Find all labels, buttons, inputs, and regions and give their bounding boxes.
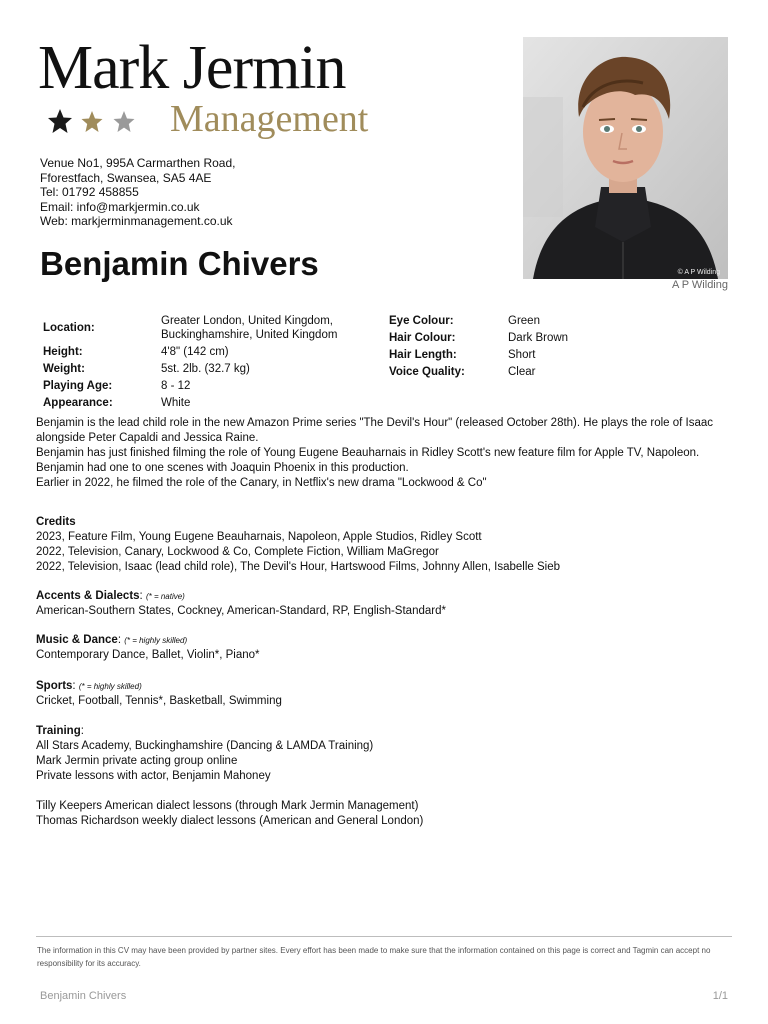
star-icon-grey — [114, 111, 135, 132]
training-heading: Training — [36, 725, 81, 737]
training-item: Private lessons with actor, Benjamin Mahoney — [36, 770, 271, 782]
logo-stars — [44, 106, 144, 138]
attr-label-weight: Weight: — [43, 363, 85, 375]
accents-section: Accents & Dialects: (* = native) American-Southern States, Cockney, American-Standard, RP, English-Standard* — [36, 590, 446, 617]
actor-name: Benjamin Chivers — [40, 245, 319, 282]
contact-web[interactable]: Web: markjerminmanagement.co.uk — [40, 214, 233, 228]
attr-value-hair-length: Short — [508, 349, 536, 361]
music-note: (* = highly skilled) — [124, 636, 188, 645]
sports-note: (* = highly skilled) — [78, 682, 142, 691]
agency-contact — [40, 156, 235, 229]
credit-item: 2023, Feature Film, Young Eugene Beauharnais, Napoleon, Apple Studios, Ridley Scott — [36, 531, 482, 543]
contact-phone: Tel: 01792 458855 — [40, 185, 139, 199]
agency-logo-management: Management — [170, 98, 369, 140]
sports-value: Cricket, Football, Tennis*, Basketball, Swimming — [36, 695, 282, 707]
credit-item: 2022, Television, Isaac (lead child role), The Devil's Hour, Hartswood Films, Johnny Allen, Isabelle Sieb — [36, 561, 561, 573]
attr-label-hair-colour: Hair Colour: — [389, 332, 456, 344]
bio-line: Benjamin is the lead child role in the new Amazon Prime series "The Devil's Hour" (released October 28th). He plays the role of Isaac — [36, 417, 714, 429]
contact-address-1: Venue No1, 995A Carmarthen Road, — [40, 156, 236, 170]
attr-value-appearance: White — [161, 397, 191, 409]
star-icon-black — [48, 109, 72, 133]
footer-page-number: 1/1 — [712, 990, 728, 1002]
attr-label-location: Location: — [43, 322, 95, 334]
attr-value-location-2: Buckinghamshire, United Kingdom — [161, 329, 338, 341]
attr-label-playing-age: Playing Age: — [43, 380, 113, 392]
accents-note: (* = native) — [145, 592, 185, 601]
credit-item: 2022, Television, Canary, Lockwood & Co, Complete Fiction, William MaGregor — [36, 546, 439, 558]
attr-value-hair-colour: Dark Brown — [508, 332, 569, 344]
attr-value-height: 4'8" (142 cm) — [161, 346, 229, 358]
attr-value-playing-age: 8 - 12 — [161, 380, 191, 392]
photo-credit: A P Wilding — [671, 279, 728, 291]
bio-line: alongside Peter Capaldi and Jessica Raine. — [36, 432, 259, 444]
contact-address-2: Fforestfach, Swansea, SA5 4AE — [40, 170, 212, 185]
attr-label-height: Height: — [43, 346, 83, 358]
footer-actor-name: Benjamin Chivers — [40, 990, 127, 1002]
training-item: All Stars Academy, Buckinghamshire (Dancing & LAMDA Training) — [36, 740, 374, 752]
sports-heading: Sports — [36, 680, 73, 692]
training-item: Tilly Keepers American dialect lessons (through Mark Jermin Management) — [36, 800, 419, 812]
attr-label-voice-quality: Voice Quality: — [389, 366, 465, 378]
attr-value-weight: 5st. 2lb. (32.7 kg) — [161, 363, 250, 375]
training-section: Training: All Stars Academy, Buckinghamshire (Dancing & LAMDA Training) Mark Jermin private acting group online Private lessons with actor, Benjamin Mahoney Tilly Keepers American dialect lessons (through Mark Jermin Management) Thomas Richardson weekly dialect lessons (American and General London) — [36, 725, 424, 827]
music-section: Music & Dance: (* = highly skilled) Contemporary Dance, Ballet, Violin*, Piano* — [36, 634, 260, 661]
photo-watermark: © A P Wilding — [677, 269, 720, 276]
attr-value-location-1: Greater London, United Kingdom, — [161, 315, 333, 327]
agency-logo-name: Mark Jermin — [38, 34, 346, 102]
attr-value-voice-quality: Clear — [508, 366, 536, 378]
attr-label-hair-length: Hair Length: — [389, 349, 457, 361]
footer-disclaimer: The information in this CV may have been provided by partner sites. Every effort has been made to make sure that the information contained on this page is correct and Tagmin can accept no responsibility for its accuracy. — [37, 946, 711, 968]
credits-section — [36, 515, 560, 575]
contact-email[interactable]: Email: info@markjermin.co.uk — [40, 199, 200, 214]
bio-line: Benjamin had one to one scenes with Joaquin Phoenix in this production. — [36, 462, 409, 474]
sports-section: Sports: (* = highly skilled) Cricket, Football, Tennis*, Basketball, Swimming — [36, 680, 282, 707]
star-icon-gold — [82, 111, 103, 132]
music-value: Contemporary Dance, Ballet, Violin*, Piano* — [36, 649, 260, 661]
music-heading: Music & Dance — [36, 634, 118, 646]
accents-value: American-Southern States, Cockney, American-Standard, RP, English-Standard* — [36, 605, 446, 617]
credits-heading: Credits — [36, 516, 76, 528]
portrait-image — [523, 37, 728, 279]
bio — [36, 416, 713, 491]
attr-value-eye-colour: Green — [508, 315, 540, 327]
training-item: Mark Jermin private acting group online — [36, 755, 238, 767]
attr-label-eye-colour: Eye Colour: — [389, 315, 454, 327]
training-item: Thomas Richardson weekly dialect lessons (American and General London) — [36, 815, 424, 827]
footer-divider — [36, 936, 732, 937]
bio-line: Benjamin has just finished filming the role of Young Eugene Beauharnais in Ridley Scott's new feature film for Apple TV, Napoleon. — [36, 447, 700, 459]
attr-label-appearance: Appearance: — [43, 397, 113, 409]
accents-heading: Accents & Dialects — [36, 590, 140, 602]
bio-line: Earlier in 2022, he filmed the role of the Canary, in Netflix's new drama "Lockwood & Co" — [36, 477, 487, 489]
actor-photo — [523, 37, 728, 279]
